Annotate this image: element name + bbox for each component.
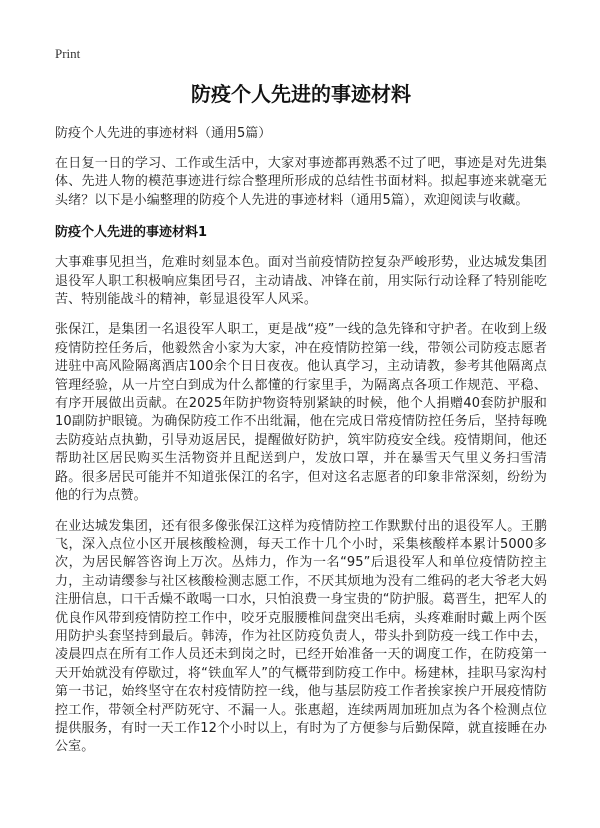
body-paragraph-2: 张保江，是集团一名退役军人职工，更是战“疫”一线的急先锋和守护者。在收到上级疫情防控任务后，他毅然舍小家为大家，冲在疫情防控第一线，带领公司防疫志愿者进驻中高风险隔离酒店100余个日日夜夜。他认真学习，主动请教，参考其他隔离点管理经验，从一片空白到成为什么都懂的行家里手，为隔离点各项工作规范、平稳、有序开展做出贡献。在2025年防护物资特别紧缺的时候，他个人捐赠40套防护服和10副防护眼镜。为确保防疫工作不出纰漏，他在完成日常疫情防控任务后，坚持每晚去防疫站点执勤，引导劝返居民，提醒做好防护，筑牢防疫安全线。疫情期间，他还帮助社区居民购买生活物资并且配送到户，发放口罩，并在暴雪天气里义务扫雪清路。很多居民可能并不知道张保江的名字，但对这名志愿者的印象非常深刻，纷纷为他的行为点赞。 — [55, 322, 547, 504]
body-paragraph-1: 大事难事见担当，危难时刻显本色。面对当前疫情防控复杂严峻形势，业达城发集团退役军人职工积极响应集团号召，主动请战、冲锋在前，用实际行动诠释了特别能吃苦、特别能战斗的精神，彰显退役军人风采。 — [55, 255, 547, 308]
print-link[interactable]: Print — [55, 46, 81, 61]
page-title: 防疫个人先进的事迹材料 — [191, 82, 411, 106]
document-subtitle: 防疫个人先进的事迹材料（通用5篇） — [55, 126, 272, 141]
body-paragraph-3: 在业达城发集团，还有很多像张保江这样为疫情防控工作默默付出的退役军人。王鹏飞，深入点位小区开展核酸检测，每天工作十几个小时，采集核酸样本累计5000多次，为居民解答咨询上万次。丛炜力，作为一名“95”后退役军人和单位疫情防控主力，主动请缨参与社区核酸检测志愿工作，不厌其烦地为没有二维码的老大爷老大妈注册信息，口干舌燥不敢喝一口水，只怕浪费一身宝贵的“防护服。葛晋生，把军人的优良作风带到疫情防控工作中，咬牙克服腰椎间盘突出毛病，头疼难耐时戴上两个医用防护头套坚持到最后。韩涛，作为社区防疫负责人，带头扑到防疫一线工作中去，凌晨四点在所有工作人员还未到岗之时，已经开始准备一天的调度工作，在防疫第一天开始就没有停歇过，将“铁血军人”的气概带到防疫工作中。杨建林，挂职马家沟村第一书记，始终坚守在农村疫情防控一线，他与基层防疫工作者挨家挨户开展疫情防控工作，带领全村严防死守、不漏一人。张惠超，连续两周加班加点为各个检测点位提供服务，有时一天工作12个小时以上，有时为了方便参与后勤保障，就直接睡在办公室。 — [55, 518, 547, 755]
section-heading: 防疫个人先进的事迹材料1 — [55, 225, 208, 241]
intro-paragraph: 在日复一日的学习、工作或生活中，大家对事迹都再熟悉不过了吧，事迹是对先进集体、先进人物的模范事迹进行综合整理所形成的总结性书面材料。拟起事迹来就毫无头绪？以下是小编整理的防疫个人先进的事迹材料（通用5篇），欢迎阅读与收藏。 — [55, 156, 547, 208]
